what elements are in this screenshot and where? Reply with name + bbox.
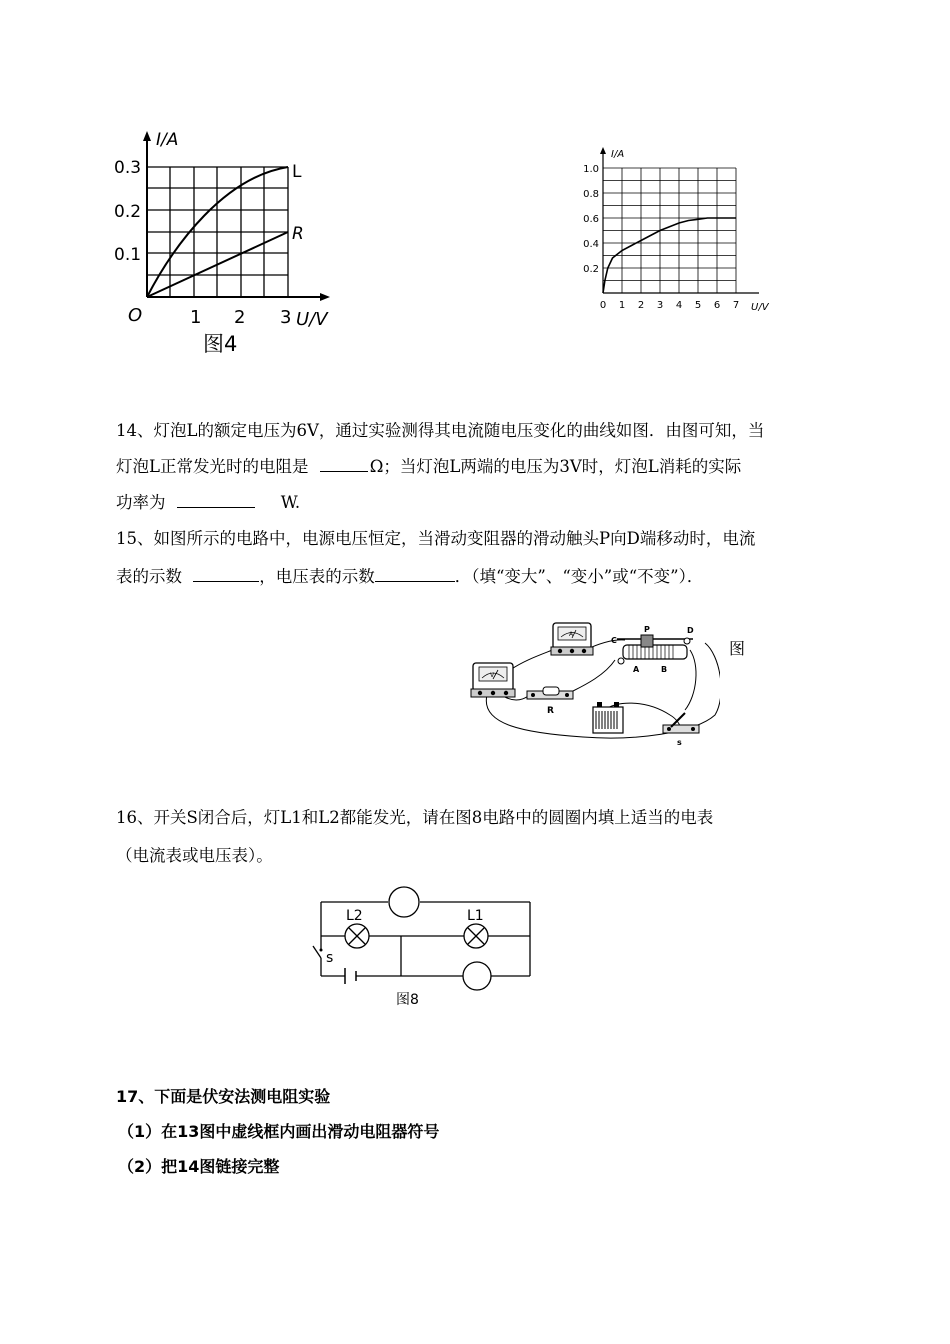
fig4-x-axis-label: U/V	[296, 309, 328, 330]
q15-voltmeter-label: V	[490, 672, 495, 679]
q14-line3	[116, 485, 300, 521]
bulb-chart-y-tick: 0.6	[583, 214, 599, 225]
q15-wire-2	[510, 649, 555, 670]
bulb-chart-x-tick: 1	[618, 300, 626, 311]
fig4-y-arrow-icon	[143, 131, 151, 141]
figure-8-circuit	[300, 880, 550, 1015]
q14-line2-a: 灯泡L正常发光时的电阻是	[116, 457, 309, 476]
q14-resistance-blank[interactable]	[320, 453, 368, 472]
bulb-chart-x-tick: 7	[732, 300, 740, 311]
bulb-chart-x-label: U/V	[751, 302, 769, 313]
bulb-chart-x-tick: 3	[656, 300, 664, 311]
q15-line2-b: ，电压表的示数	[259, 567, 375, 586]
bulb-chart-grid	[603, 168, 736, 293]
q15-resistor	[527, 687, 573, 716]
bulb-iu-chart	[565, 143, 780, 318]
bulb-chart-y-tick: 0.4	[583, 239, 599, 250]
bulb-chart-x-tick: 5	[694, 300, 702, 311]
fig4-x-tick-0: 1	[190, 307, 202, 328]
fig4-curve-L-label: L	[292, 162, 302, 182]
bulb-chart-x-tick: 6	[713, 300, 721, 311]
q15-rheostat	[611, 625, 694, 674]
q15-switch-label: s	[677, 738, 682, 747]
bulb-chart-ticks	[583, 164, 739, 311]
q15-ammeter	[551, 623, 593, 655]
q17-item1: （1）在13图中虚线框内画出滑动电阻器符号	[118, 1122, 440, 1141]
fig8-battery-icon	[345, 968, 356, 984]
fig8-l1-label: L1	[467, 908, 484, 924]
q15-battery	[593, 702, 623, 733]
q15-switch	[663, 713, 699, 747]
q14-line1: 14、灯泡L的额定电压为6V，通过实验测得其电流随电压变化的曲线如图．由图可知，当	[116, 421, 765, 440]
q14-line2	[116, 449, 741, 485]
fig4-x-tick-2: 3	[280, 307, 292, 328]
q15-voltmeter	[471, 663, 515, 697]
fig8-meter-top[interactable]	[389, 887, 419, 917]
q16-line2: （电流表或电压表）。	[116, 846, 273, 865]
bulb-chart-x-tick: 4	[675, 300, 683, 311]
fig4-y-axis-label: I/A	[156, 130, 179, 150]
q15-rheostat-c: C	[611, 636, 617, 645]
fig8-caption: 图8	[396, 992, 419, 1008]
fig4-line-R-label: R	[292, 224, 304, 244]
bulb-chart-y-tick: 0.8	[583, 189, 599, 200]
fig8-lamp-l1-icon	[464, 924, 488, 948]
bulb-chart-y-arrow-icon	[600, 147, 606, 154]
q15-line2-c: ．（填“变大”、“变小”或“不变”）．	[454, 567, 704, 586]
fig8-lamp-l2-icon	[345, 924, 369, 948]
bulb-chart-y-tick: 0.2	[583, 264, 599, 275]
q17-item2: （2）把14图链接完整	[118, 1157, 280, 1176]
q15-resistor-label: R	[547, 706, 554, 716]
q15-wire-7	[685, 650, 696, 710]
q15-ammeter-label: A	[569, 631, 574, 638]
fig4-x-arrow-icon	[320, 293, 330, 301]
bulb-chart-y-tick: 1.0	[583, 164, 599, 175]
fig4-y-tick-1: 0.2	[114, 202, 142, 222]
q15-rheostat-a: A	[633, 665, 640, 674]
q15-wire-4	[573, 660, 615, 691]
q15-figure-label: 图	[729, 639, 746, 658]
fig8-meter-bottom[interactable]	[463, 962, 491, 990]
fig4-origin-label: O	[128, 305, 143, 326]
q15-rheostat-p: P	[644, 625, 650, 634]
q15-rheostat-b: B	[661, 665, 668, 674]
fig4-y-tick-2: 0.1	[114, 245, 142, 265]
q15-line2	[116, 559, 703, 595]
q16-line1: 16、开关S闭合后，灯L1和L2都能发光，请在图8电路中的圆圈内填上适当的电表	[116, 808, 714, 827]
fig8-l2-label: L2	[346, 908, 363, 924]
fig8-switch-lever-icon	[313, 946, 321, 958]
figure-4	[110, 125, 380, 365]
fig8-switch-contact	[320, 949, 323, 952]
q14-line3-a: 功率为	[116, 493, 166, 512]
fig8-switch-label: s	[326, 950, 334, 966]
fig4-grid	[147, 167, 288, 297]
bulb-chart-x-tick: 0	[599, 300, 607, 311]
q15-line1: 15、如图所示的电路中，电源电压恒定，当滑动变阻器的滑动触头P向D端移动时，电流	[116, 529, 756, 548]
q14-line3-b: W.	[280, 493, 301, 512]
fig4-caption: 图4	[203, 332, 238, 356]
q15-rheostat-d: D	[687, 626, 694, 635]
q17-title: 17、下面是伏安法测电阻实验	[116, 1087, 331, 1106]
q14-power-blank[interactable]	[177, 489, 255, 508]
q15-ammeter-blank[interactable]	[193, 563, 259, 582]
fig4-y-tick-0: 0.3	[114, 158, 142, 178]
q14-line2-b: Ω；当灯泡L两端的电压为3V时，灯泡L消耗的实际	[369, 457, 742, 476]
q15-circuit-illustration	[465, 615, 720, 750]
q15-line2-a: 表的示数	[116, 567, 182, 586]
q15-voltmeter-blank[interactable]	[375, 563, 455, 582]
bulb-chart-y-label: I/A	[611, 149, 625, 160]
bulb-chart-x-tick: 2	[637, 300, 645, 311]
fig4-x-tick-1: 2	[234, 307, 246, 328]
